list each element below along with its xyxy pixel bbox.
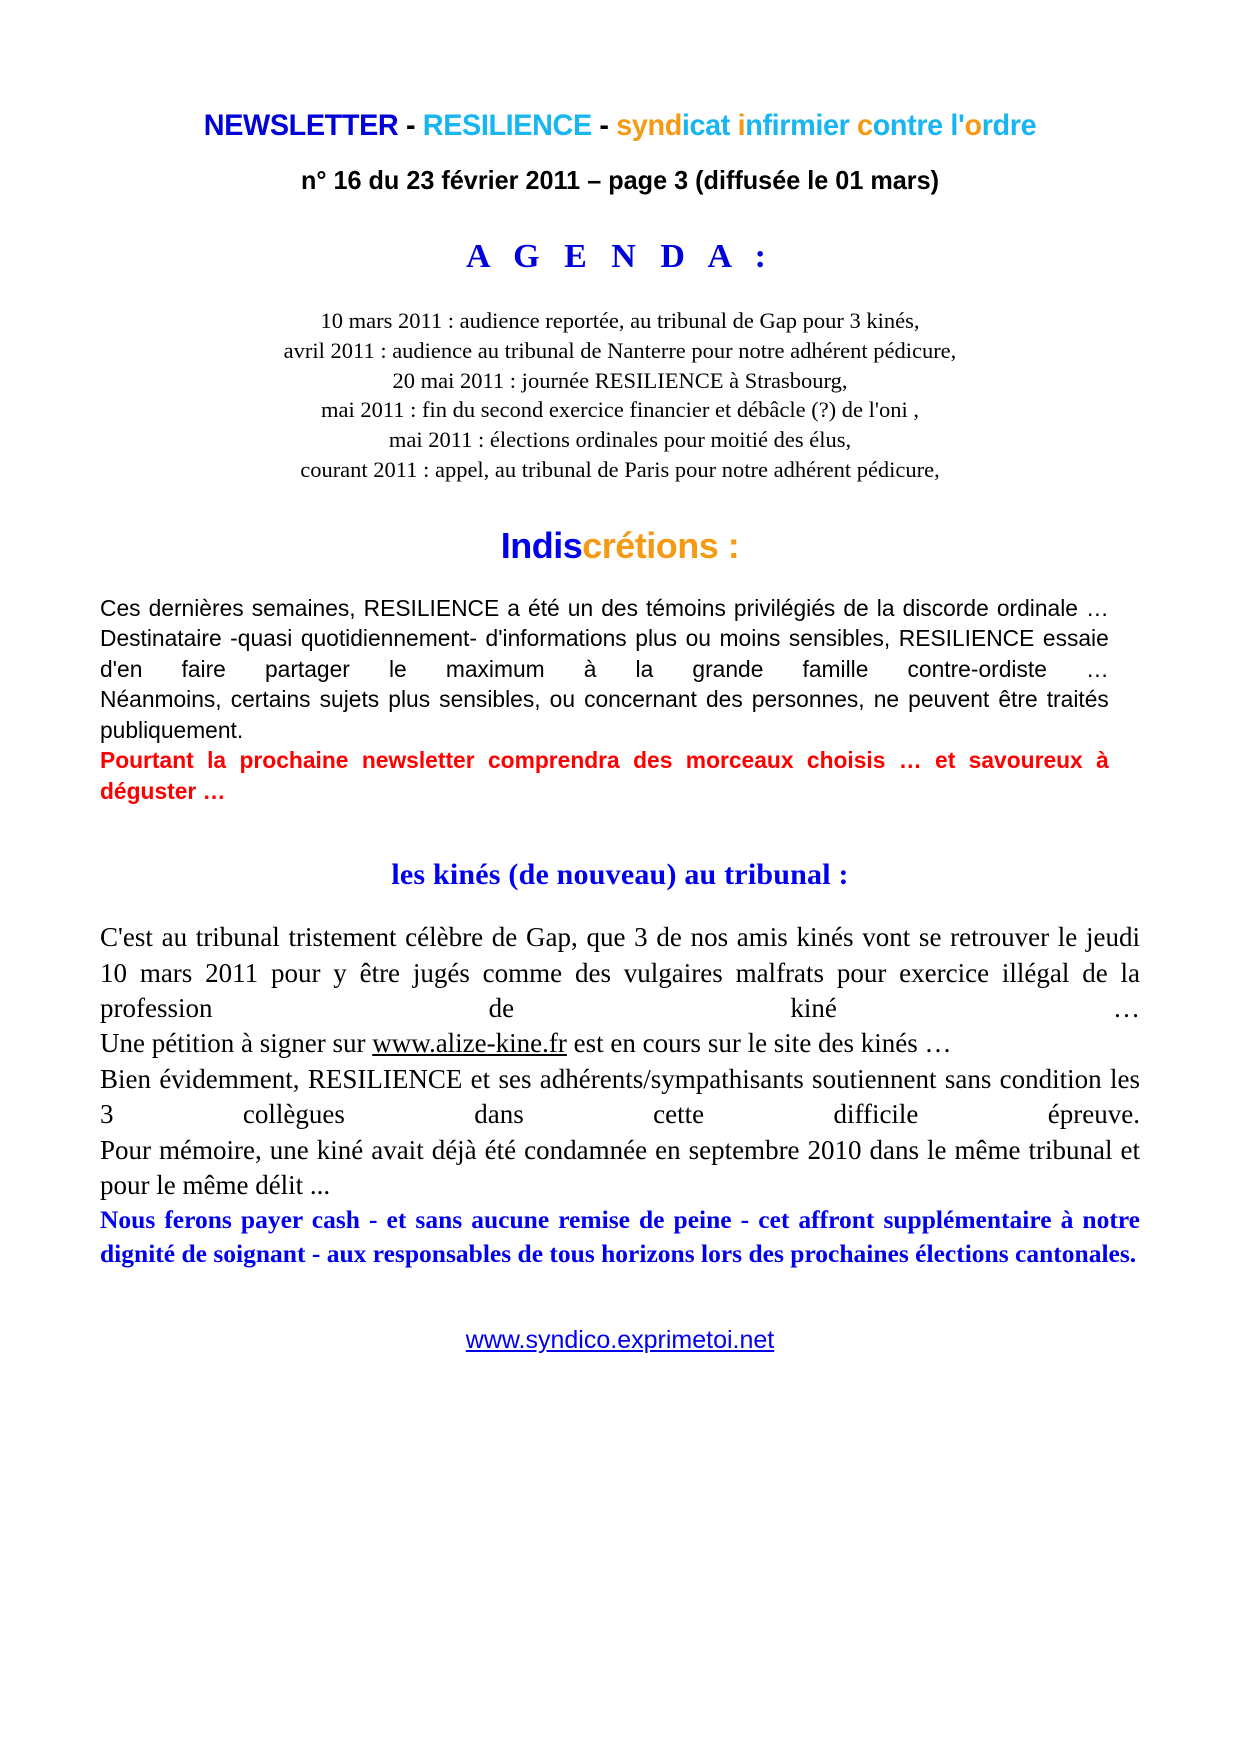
masthead-segment-synd: synd bbox=[616, 109, 682, 142]
agenda-entry: avril 2011 : audience au tribunal de Nanterre pour notre adhérent pédicure, bbox=[283, 338, 957, 364]
indiscretions-heading bbox=[100, 525, 1140, 567]
indiscretions-paragraph-1: Ces dernières semaines, RESILIENCE a été un des témoins privilégiés de la discorde ordinale … Destinataire -quasi quotidiennement- d'informations plus ou moins sensibles, RESILIENCE essaie d'en faire partager le maximum à la grande famille contre-ordiste … bbox=[100, 594, 1109, 682]
indiscretions-paragraph-2: Néanmoins, certains sujets plus sensibles, ou concernant des personnes, ne peuvent être traités publiquement. bbox=[100, 686, 1109, 743]
masthead-segment-rdre: rdre bbox=[981, 109, 1037, 142]
issue-line: n° 16 du 23 février 2011 – page 3 (diffusée le 01 mars) bbox=[300, 165, 940, 196]
kines-paragraph-4: Pour mémoire, une kiné avait déjà été condamnée en septembre 2010 dans le même tribunal et pour le même délit ... bbox=[100, 1134, 1140, 1200]
kines-body bbox=[100, 920, 1140, 1270]
agenda-entry: courant 2011 : appel, au tribunal de Paris pour notre adhérent pédicure, bbox=[300, 456, 940, 482]
masthead-segment-newsletter: NEWSLETTER bbox=[203, 109, 399, 142]
masthead-space-2 bbox=[849, 109, 857, 142]
masthead-title bbox=[121, 108, 1119, 143]
masthead-segment-icat: icat bbox=[681, 109, 731, 142]
agenda-entry: 20 mai 2011 : journée RESILIENCE à Strasbourg, bbox=[392, 367, 848, 393]
agenda-entry: mai 2011 : fin du second exercice financier et débâcle (?) de l'oni , bbox=[321, 397, 919, 423]
kines-paragraph-5: Nous ferons payer cash - et sans aucune remise de peine - cet affront supplémentaire à notre dignité de soignant - aux responsables de tous horizons lors des prochaines élections cantonales. bbox=[100, 1205, 1140, 1268]
kines-heading: les kinés (de nouveau) au tribunal : bbox=[391, 858, 849, 892]
agenda-entry: 10 mars 2011 : audience reportée, au tribunal de Gap pour 3 kinés, bbox=[320, 308, 920, 334]
alize-kine-link[interactable]: www.alize-kine.fr bbox=[372, 1028, 567, 1059]
kines-paragraph-2 bbox=[100, 1026, 1140, 1061]
kines-paragraph-2-before: Une pétition à signer sur bbox=[100, 1028, 373, 1059]
indiscretions-body bbox=[100, 593, 1109, 807]
masthead-separator-2: - bbox=[591, 109, 617, 142]
masthead-segment-lapostrophe: l' bbox=[942, 109, 965, 142]
agenda-heading: A G E N D A : bbox=[465, 238, 775, 276]
masthead-segment-c: c bbox=[857, 109, 873, 142]
kines-paragraph-2-after: est en cours sur le site des kinés … bbox=[566, 1028, 952, 1059]
masthead-space-1 bbox=[730, 109, 738, 142]
agenda-entry: mai 2011 : élections ordinales pour moitié des élus, bbox=[388, 427, 852, 453]
masthead-segment-resilience: RESILIENCE bbox=[422, 109, 592, 142]
indiscretions-paragraph-3: Pourtant la prochaine newsletter comprendra des morceaux choisis … et savoureux à déguster … bbox=[100, 747, 1109, 804]
masthead-separator-1: - bbox=[398, 109, 423, 142]
footer-url[interactable]: www.syndico.exprimetoi.net bbox=[465, 1326, 775, 1354]
masthead-segment-i: i bbox=[737, 109, 746, 142]
masthead-segment-ontre: ontre bbox=[872, 109, 943, 142]
kines-paragraph-1: C'est au tribunal tristement célèbre de Gap, que 3 de nos amis kinés vont se retrouver le jeudi 10 mars 2011 pour y être jugés comme des vulgaires malfrats pour exercice illégal de la profession de kiné … bbox=[100, 922, 1140, 1024]
indiscretions-heading-part2: crétions : bbox=[582, 524, 740, 566]
kines-paragraph-3: Bien évidemment, RESILIENCE et ses adhérents/sympathisants soutiennent sans condition les 3 collègues dans cette difficile épreuve. bbox=[100, 1063, 1140, 1130]
indiscretions-heading-part1: Indis bbox=[500, 524, 583, 566]
masthead-segment-o: o bbox=[964, 109, 982, 142]
masthead-segment-nfirmier: nfirmier bbox=[745, 109, 850, 142]
agenda-entries bbox=[100, 306, 1140, 484]
